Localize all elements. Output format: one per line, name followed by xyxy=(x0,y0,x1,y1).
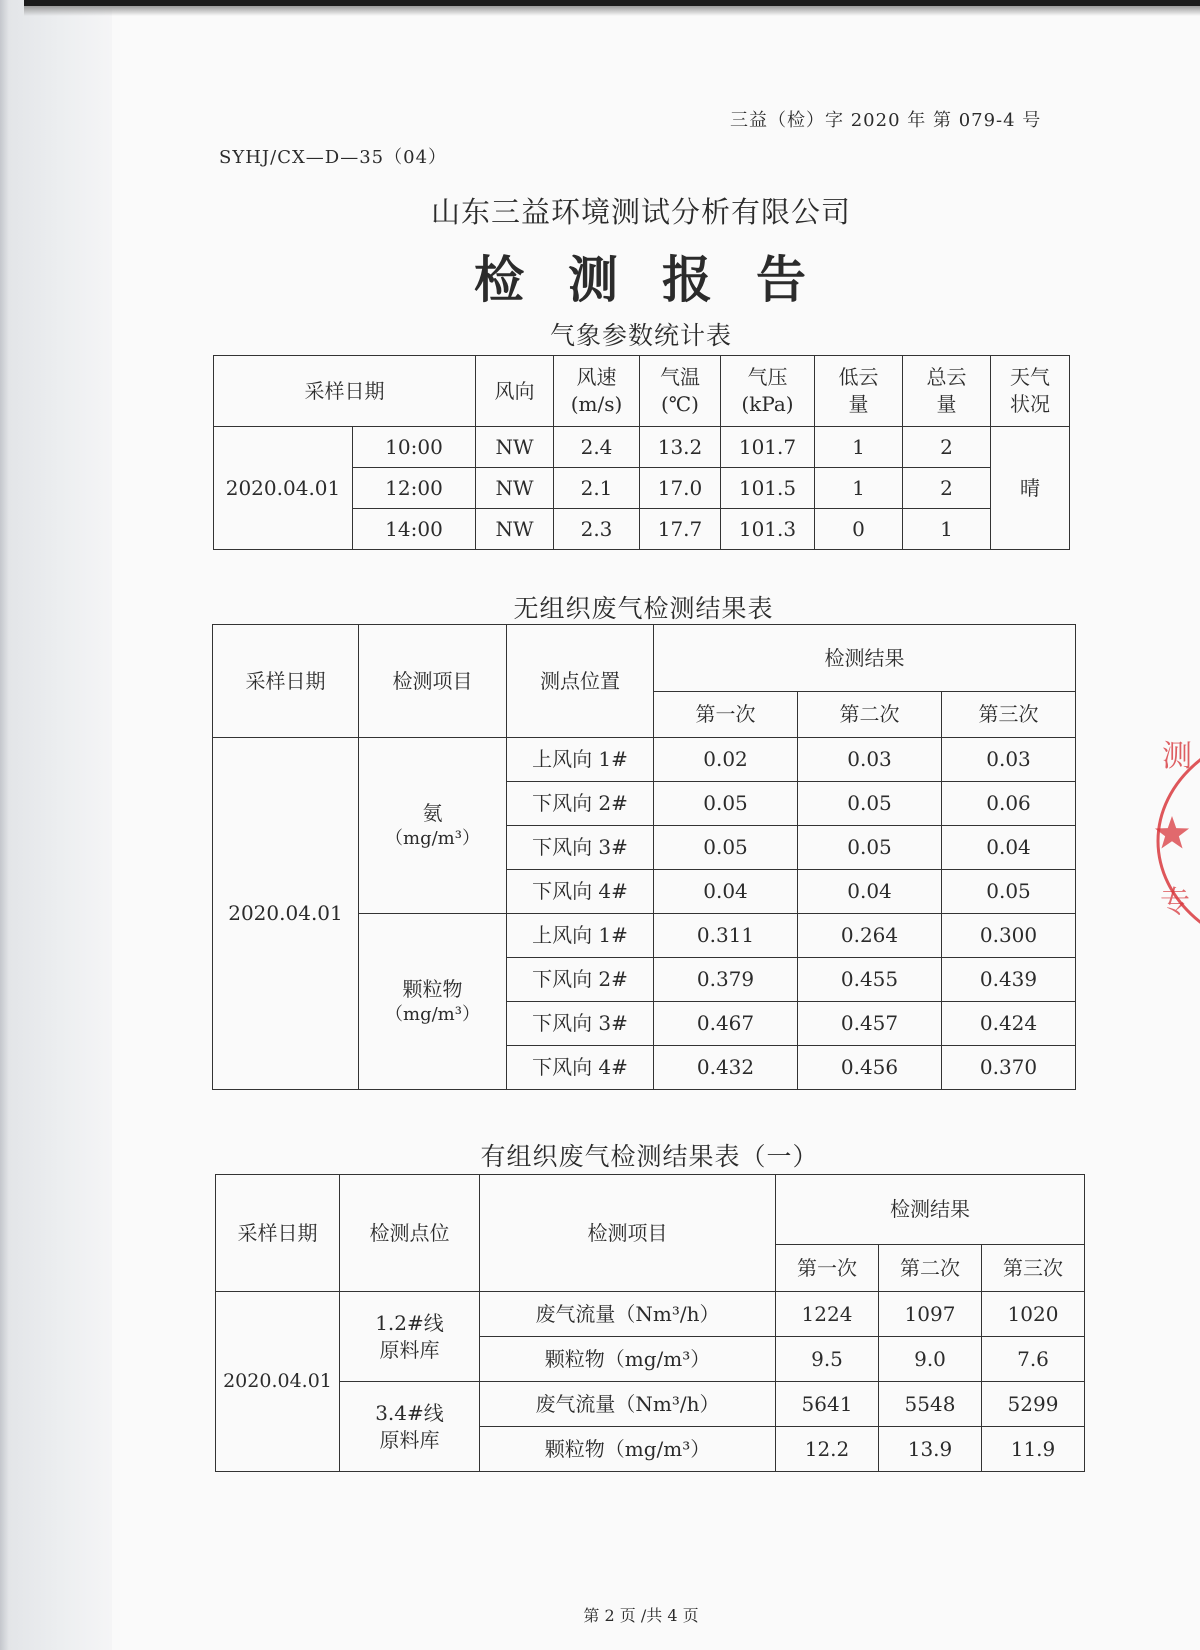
result-value: 0.432 xyxy=(654,1046,798,1090)
test-item: 颗粒物（mg/m³） xyxy=(480,1337,776,1382)
result-value: 7.6 xyxy=(982,1337,1085,1382)
header-sample-date: 采样日期 xyxy=(213,625,359,738)
result-value: 0.05 xyxy=(654,826,798,870)
total-cloud: 1 xyxy=(903,509,991,550)
sample-date: 2020.04.01 xyxy=(214,427,353,550)
result-value: 0.05 xyxy=(942,870,1076,914)
scan-top-shade xyxy=(24,6,1200,16)
result-value: 0.379 xyxy=(654,958,798,1002)
header-wind-direction: 风向 xyxy=(476,356,554,427)
sample-time: 14:00 xyxy=(353,509,476,550)
form-code: SYHJ/CX—D—35（04） xyxy=(219,147,448,168)
result-value: 0.311 xyxy=(654,914,798,958)
header-line: 天气 xyxy=(1010,365,1050,389)
total-cloud: 2 xyxy=(903,427,991,468)
result-value: 0.02 xyxy=(654,738,798,782)
result-value: 0.03 xyxy=(942,738,1076,782)
header-test-item: 检测项目 xyxy=(359,625,507,738)
result-value: 0.457 xyxy=(798,1002,942,1046)
result-value: 0.05 xyxy=(798,826,942,870)
wind-speed: 2.3 xyxy=(554,509,640,550)
result-value: 1020 xyxy=(982,1292,1085,1337)
seal-char: 测 xyxy=(1162,739,1192,774)
location: 下风向 3# xyxy=(507,826,654,870)
location: 下风向 4# xyxy=(507,870,654,914)
low-cloud: 1 xyxy=(815,427,903,468)
header-line: 气温 xyxy=(660,365,700,389)
total-cloud: 2 xyxy=(903,468,991,509)
header-line: 量 xyxy=(848,392,869,416)
test-point xyxy=(340,1382,480,1472)
header-low-cloud xyxy=(815,356,903,427)
seal-char: 专 xyxy=(1160,885,1190,920)
result-value: 0.424 xyxy=(942,1002,1076,1046)
header-pressure xyxy=(721,356,815,427)
result-value: 0.455 xyxy=(798,958,942,1002)
result-value: 0.05 xyxy=(654,782,798,826)
result-value: 9.5 xyxy=(776,1337,879,1382)
result-value: 5641 xyxy=(776,1382,879,1427)
header-line: 气压 xyxy=(747,365,788,389)
item-name: 颗粒物 xyxy=(402,976,463,1001)
pressure: 101.3 xyxy=(721,509,815,550)
page-number: 第 2 页 /共 4 页 xyxy=(583,1606,699,1625)
header-run-3: 第三次 xyxy=(942,692,1076,738)
stack-table-title: 有组织废气检测结果表（一） xyxy=(480,1142,819,1171)
test-point xyxy=(340,1292,480,1382)
header-unit: (m/s) xyxy=(570,392,623,416)
result-value: 0.04 xyxy=(654,870,798,914)
report-title: 检测报告 xyxy=(474,250,850,309)
header-run-2: 第二次 xyxy=(798,692,942,738)
table-row xyxy=(213,738,1076,782)
location: 下风向 3# xyxy=(507,1002,654,1046)
seal-graphic xyxy=(1148,722,1200,960)
result-value: 13.9 xyxy=(879,1427,982,1472)
location: 上风向 1# xyxy=(507,738,654,782)
result-value: 11.9 xyxy=(982,1427,1085,1472)
document-number: 三益（检）字 2020 年 第 079-4 号 xyxy=(730,110,1042,131)
item-unit: （mg/m³） xyxy=(385,1003,480,1025)
header-line: 状况 xyxy=(1010,392,1050,416)
fugitive-emission-table xyxy=(212,624,1076,1090)
header-results: 检测结果 xyxy=(776,1175,1085,1245)
header-run-1: 第一次 xyxy=(654,692,798,738)
low-cloud: 0 xyxy=(815,509,903,550)
result-value: 0.467 xyxy=(654,1002,798,1046)
location: 下风向 2# xyxy=(507,958,654,1002)
stack-emission-table xyxy=(215,1174,1085,1472)
result-value: 0.04 xyxy=(942,826,1076,870)
temperature: 17.7 xyxy=(640,509,721,550)
location: 下风向 4# xyxy=(507,1046,654,1090)
test-item xyxy=(359,738,507,914)
point-line: 原料库 xyxy=(379,1337,440,1362)
result-value: 5548 xyxy=(879,1382,982,1427)
meteo-table-title: 气象参数统计表 xyxy=(549,321,732,350)
sample-time: 12:00 xyxy=(353,468,476,509)
point-line: 原料库 xyxy=(379,1427,440,1452)
test-item: 废气流量（Nm³/h） xyxy=(480,1382,776,1427)
table-row xyxy=(214,427,1070,468)
header-location: 测点位置 xyxy=(507,625,654,738)
temperature: 13.2 xyxy=(640,427,721,468)
result-value: 0.439 xyxy=(942,958,1076,1002)
weather-condition: 晴 xyxy=(991,427,1070,550)
company-name: 山东三益环境测试分析有限公司 xyxy=(430,195,851,229)
wind-speed: 2.4 xyxy=(554,427,640,468)
meteorological-table xyxy=(213,355,1070,550)
result-value: 0.04 xyxy=(798,870,942,914)
pressure: 101.5 xyxy=(721,468,815,509)
header-test-point: 检测点位 xyxy=(340,1175,480,1292)
pressure: 101.7 xyxy=(721,427,815,468)
header-total-cloud xyxy=(903,356,991,427)
header-unit: (kPa) xyxy=(741,392,794,416)
sample-date: 2020.04.01 xyxy=(213,738,359,1090)
test-item: 颗粒物（mg/m³） xyxy=(480,1427,776,1472)
result-value: 9.0 xyxy=(879,1337,982,1382)
wind-direction: NW xyxy=(476,509,554,550)
point-line: 1.2#线 xyxy=(375,1310,444,1335)
result-value: 0.370 xyxy=(942,1046,1076,1090)
sample-date: 2020.04.01 xyxy=(216,1292,340,1472)
result-value: 0.264 xyxy=(798,914,942,958)
header-line: 总云 xyxy=(926,365,967,389)
header-test-item: 检测项目 xyxy=(480,1175,776,1292)
header-sample-date: 采样日期 xyxy=(214,356,476,427)
sample-time: 10:00 xyxy=(353,427,476,468)
test-item xyxy=(359,914,507,1090)
test-item: 废气流量（Nm³/h） xyxy=(480,1292,776,1337)
result-value: 12.2 xyxy=(776,1427,879,1472)
result-value: 5299 xyxy=(982,1382,1085,1427)
header-unit: (℃) xyxy=(661,392,699,416)
header-run-1: 第一次 xyxy=(776,1245,879,1292)
result-value: 1097 xyxy=(879,1292,982,1337)
header-line: 低云 xyxy=(838,365,879,389)
result-value: 1224 xyxy=(776,1292,879,1337)
header-weather xyxy=(991,356,1070,427)
header-run-2: 第二次 xyxy=(879,1245,982,1292)
wind-direction: NW xyxy=(476,427,554,468)
result-value: 0.456 xyxy=(798,1046,942,1090)
header-wind-speed xyxy=(554,356,640,427)
low-cloud: 1 xyxy=(815,468,903,509)
point-line: 3.4#线 xyxy=(375,1400,444,1425)
item-unit: （mg/m³） xyxy=(385,827,480,849)
header-line: 风速 xyxy=(576,365,617,389)
result-value: 0.06 xyxy=(942,782,1076,826)
result-value: 0.03 xyxy=(798,738,942,782)
item-name: 氨 xyxy=(422,800,443,825)
scan-left-shadow xyxy=(0,0,112,1650)
header-line: 量 xyxy=(936,392,957,416)
location: 下风向 2# xyxy=(507,782,654,826)
temperature: 17.0 xyxy=(640,468,721,509)
wind-speed: 2.1 xyxy=(554,468,640,509)
header-sample-date: 采样日期 xyxy=(216,1175,340,1292)
header-results: 检测结果 xyxy=(654,625,1076,692)
table-row xyxy=(216,1292,1085,1337)
header-temperature xyxy=(640,356,721,427)
wind-direction: NW xyxy=(476,468,554,509)
fugitive-table-title: 无组织废气检测结果表 xyxy=(513,594,774,623)
table-row xyxy=(216,1382,1085,1427)
header-run-3: 第三次 xyxy=(982,1245,1085,1292)
result-value: 0.300 xyxy=(942,914,1076,958)
result-value: 0.05 xyxy=(798,782,942,826)
official-seal xyxy=(1148,722,1200,960)
location: 上风向 1# xyxy=(507,914,654,958)
